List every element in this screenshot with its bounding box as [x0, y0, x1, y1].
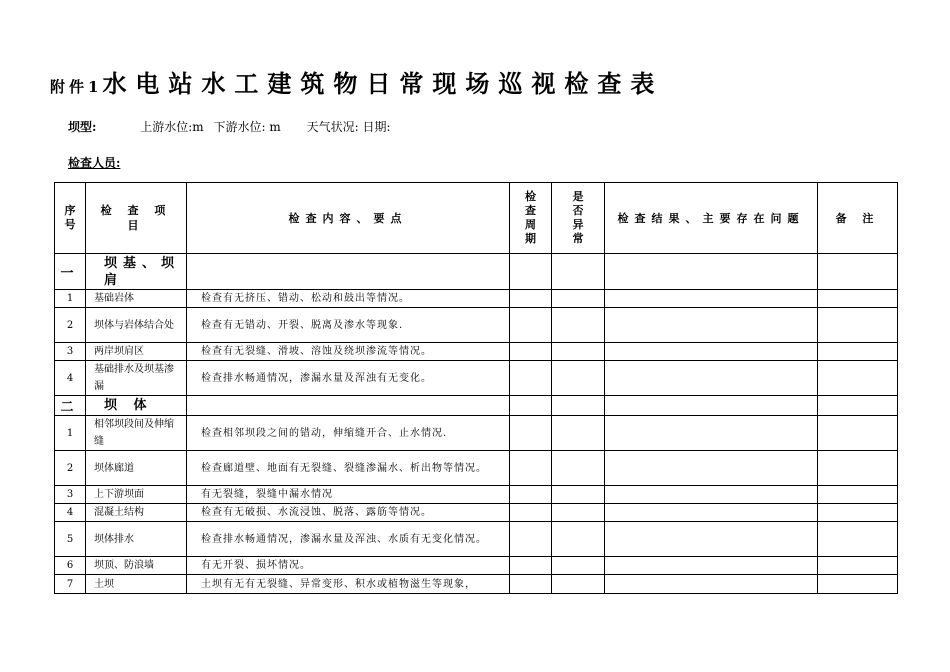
row-remark [818, 451, 898, 486]
row-item: 基础岩体 [86, 290, 187, 308]
row-item: 坝体廊道 [86, 451, 187, 486]
row-abnormal [552, 254, 605, 290]
row-remark [818, 486, 898, 504]
row-period [510, 396, 552, 416]
row-remark [818, 308, 898, 343]
row-remark [818, 343, 898, 361]
row-index: 3 [55, 486, 86, 504]
row-abnormal [552, 522, 605, 557]
table-row [55, 557, 898, 575]
row-index: 一 [55, 254, 86, 290]
table-row [55, 361, 898, 396]
table-row [55, 504, 898, 522]
row-content: 检查排水畅通情况，渗漏水量及浑浊有无变化。 [187, 361, 510, 396]
row-index: 2 [55, 308, 86, 343]
row-content [187, 396, 510, 416]
row-period [510, 557, 552, 575]
downstream-level-label: 下游水位: m [213, 120, 281, 134]
row-result [605, 290, 818, 308]
row-item: 上下游坝面 [86, 486, 187, 504]
meta-line [68, 118, 397, 135]
header-period: 检查周期 [510, 183, 552, 254]
row-content: 检查排水畅通情况，渗漏水量及浑浊、水质有无变化情况。 [187, 522, 510, 557]
row-index: 6 [55, 557, 86, 575]
row-item: 混凝土结构 [86, 504, 187, 522]
row-remark [818, 361, 898, 396]
row-period [510, 343, 552, 361]
row-result [605, 361, 818, 396]
row-period [510, 486, 552, 504]
row-abnormal [552, 451, 605, 486]
row-abnormal [552, 290, 605, 308]
row-remark [818, 396, 898, 416]
table-header-row [55, 183, 898, 254]
row-period [510, 522, 552, 557]
row-remark [818, 522, 898, 557]
row-result [605, 504, 818, 522]
row-remark [818, 557, 898, 575]
title-prefix: 附件1 [50, 78, 103, 96]
row-item: 两岸坝肩区 [86, 343, 187, 361]
row-item: 坝体与岩体结合处 [86, 308, 187, 343]
page-title [50, 64, 663, 99]
header-remark: 备 注 [818, 183, 898, 254]
dam-type-label: 坝型: [68, 120, 97, 134]
header-abnormal: 是否异常 [552, 183, 605, 254]
row-item: 坝体排水 [86, 522, 187, 557]
inspection-table [54, 182, 898, 594]
row-remark [818, 254, 898, 290]
row-abnormal [552, 343, 605, 361]
table-section-row [55, 254, 898, 290]
table-row [55, 416, 898, 451]
title-main: 水电站水工建筑物日常现场巡视检查表 [102, 69, 664, 98]
row-index: 2 [55, 451, 86, 486]
table-row [55, 451, 898, 486]
row-index: 5 [55, 522, 86, 557]
row-item: 基础排水及坝基渗漏 [86, 361, 187, 396]
header-result: 检查结果、主要存在问题 [605, 183, 818, 254]
table-row [55, 343, 898, 361]
row-period [510, 290, 552, 308]
inspectors-label: 检查人员: [68, 156, 121, 170]
date-label: 日期: [362, 120, 391, 134]
row-abnormal [552, 557, 605, 575]
row-index: 3 [55, 343, 86, 361]
row-item: 相邻坝段间及伸缩缝 [86, 416, 187, 451]
table-row [55, 308, 898, 343]
row-content [187, 254, 510, 290]
row-period [510, 308, 552, 343]
row-content: 检查有无挤压、错动、松动和鼓出等情况。 [187, 290, 510, 308]
table-body [55, 254, 898, 594]
row-result [605, 486, 818, 504]
row-abnormal [552, 486, 605, 504]
row-abnormal [552, 504, 605, 522]
row-content: 检查有无破损、水流浸蚀、脱落、露筋等情况。 [187, 504, 510, 522]
table-row [55, 522, 898, 557]
table-section-row [55, 396, 898, 416]
row-content: 有无裂缝，裂缝中漏水情况 [187, 486, 510, 504]
table-row [55, 486, 898, 504]
row-period [510, 254, 552, 290]
weather-label: 天气状况: [306, 120, 359, 134]
row-period [510, 451, 552, 486]
row-content: 有无开裂、损坏情况。 [187, 557, 510, 575]
row-content: 土坝有无有无裂缝、异常变形、积水或植物滋生等现象， [187, 575, 510, 594]
row-item: 坝 体 [86, 396, 187, 416]
table-row [55, 575, 898, 594]
row-index: 二 [55, 396, 86, 416]
row-remark [818, 290, 898, 308]
row-content: 检查相邻坝段之间的错动，伸缩缝开合、止水情况. [187, 416, 510, 451]
row-period [510, 504, 552, 522]
row-index: 1 [55, 290, 86, 308]
row-result [605, 451, 818, 486]
row-index: 4 [55, 361, 86, 396]
row-index: 4 [55, 504, 86, 522]
row-remark [818, 575, 898, 594]
row-abnormal [552, 396, 605, 416]
row-item: 坝顶、防浪墙 [86, 557, 187, 575]
row-index: 7 [55, 575, 86, 594]
row-period [510, 361, 552, 396]
row-item: 土坝 [86, 575, 187, 594]
row-period [510, 416, 552, 451]
upstream-level-label: 上游水位:m [140, 120, 204, 134]
row-index: 1 [55, 416, 86, 451]
header-content: 检查内容、要点 [187, 183, 510, 254]
row-content: 检查有无裂缝、滑坡、溶蚀及绕坝渗流等情况。 [187, 343, 510, 361]
table-row [55, 290, 898, 308]
row-result [605, 254, 818, 290]
row-abnormal [552, 575, 605, 594]
header-item: 检 查 项 目 [86, 183, 187, 254]
header-seq: 序号 [55, 183, 86, 254]
row-item: 坝基、坝肩 [86, 254, 187, 290]
row-remark [818, 416, 898, 451]
row-period [510, 575, 552, 594]
row-result [605, 522, 818, 557]
row-abnormal [552, 308, 605, 343]
row-result [605, 308, 818, 343]
row-content: 检查有无错动、开裂、脱离及渗水等现象. [187, 308, 510, 343]
row-result [605, 396, 818, 416]
row-abnormal [552, 416, 605, 451]
row-remark [818, 504, 898, 522]
row-result [605, 416, 818, 451]
row-content: 检查廊道壁、地面有无裂缝、裂缝渗漏水、析出物等情况。 [187, 451, 510, 486]
row-result [605, 557, 818, 575]
row-result [605, 575, 818, 594]
row-result [605, 343, 818, 361]
row-abnormal [552, 361, 605, 396]
